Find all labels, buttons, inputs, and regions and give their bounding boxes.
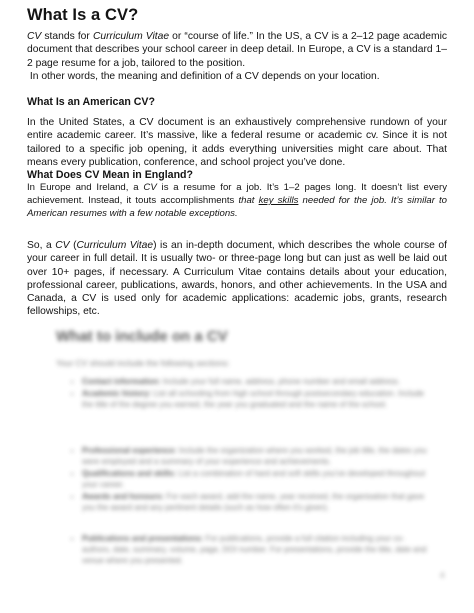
list-item: • Awards and honours: For each award, add the name, year received, the organisation that gave you the award and any pertinent details (such as how often it's given). <box>82 491 432 513</box>
list-item: • Qualifications and skills: List a combination of hard and soft skills you've developed throughout your career. <box>82 468 432 490</box>
summary-text-b: ( <box>69 240 77 251</box>
england-text-c: that <box>238 195 259 206</box>
england-cv-heading: What Does CV Mean in England? <box>27 169 193 181</box>
england-text-b: is a resume for a job. It’s 1–2 pages long. It doesn’t list every achievement. Instead, it touts accomplishments <box>27 182 448 206</box>
american-cv-paragraph: In the United States, a CV document is an exhaustively comprehensive rundown of your entire academic career. It’s massive, like a federal resume or academic cv. Since it is not tailored to a specific job opening, it adds everything universities might care about. That means every publication, conference, and school project you’ve done. <box>27 117 447 168</box>
summary-paragraph <box>27 239 447 319</box>
blurred-list-2 <box>68 445 432 514</box>
blurred-preview-section <box>0 318 474 613</box>
summary-text-a: So, a <box>27 240 56 251</box>
summary-text-c: ) is an in-depth document, which describes the whole course of your career in full detail. It is usually two- or three-page long but can just as well be laid out over 10+ pages, if necessary. A Curriculum Vitae contains details about your education, professional career, publications, awards, honors, and other achievements. In the USA and Canada, a CV is used only for academic applications: academic jobs, grants, research fellowships, etc. <box>27 240 448 318</box>
england-text-d: needed for the job. It’s similar to American resumes with a few notable exceptions. <box>27 195 448 219</box>
blurred-heading: What to include on a CV <box>56 328 228 345</box>
curriculum-vitae-term: Curriculum Vitae <box>92 31 170 42</box>
list-item: • Contact information: Include your full name, address, phone number and email address. <box>82 376 432 387</box>
page-title: What Is a CV? <box>27 6 139 24</box>
intro-text: stands for <box>41 31 93 42</box>
key-skills-link[interactable]: key skills <box>258 195 299 206</box>
list-item: • Academic history: List all schooling from high school through postsecondary education. Include the title of the degree you earned, the year you graduated and the name of the school. <box>82 388 432 410</box>
curriculum-vitae-term: Curriculum Vitae <box>76 240 154 251</box>
cv-term: CV <box>55 240 70 251</box>
intro-line-2: In other words, the meaning and definition of a CV depends on your location. <box>29 70 380 82</box>
page-number: 4 <box>440 571 445 580</box>
list-item: • Professional experience: Include the organization where you worked, the job title, the dates you were employed and a summary of your experience and achievements. <box>82 445 432 467</box>
intro-text-rest: or “course of life.” In the US, a CV is a 2–12 page academic document that describes your school career in deep detail. In Europe, a CV is a standard 1–2 page resume for a job, tailored to the position. <box>27 31 448 69</box>
cv-term: CV <box>143 182 157 193</box>
blurred-intro: Your CV should include the following sections: <box>56 358 230 368</box>
list-item: • Publications and presentations: For publications, provide a full citation including your co-authors, date, summary, volume, page, DOI number. For presentations, provide the title, date and venue where you presented. <box>82 533 432 566</box>
cv-term: CV <box>27 31 42 42</box>
blurred-list-1 <box>68 376 432 411</box>
intro-paragraph <box>27 30 447 83</box>
england-text-a: In Europe and Ireland, a <box>27 182 144 193</box>
england-cv-paragraph <box>27 181 447 220</box>
american-cv-heading: What Is an American CV? <box>27 96 155 108</box>
blurred-list-3 <box>68 533 432 567</box>
